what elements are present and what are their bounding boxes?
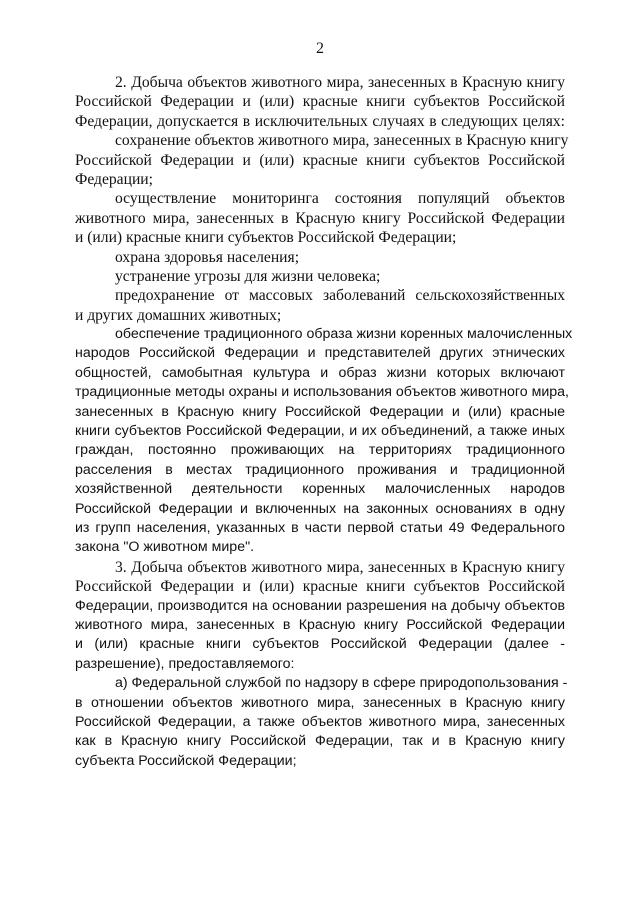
text-line: 3. Добыча объектов животного мира, занесенных в Красную книгу <box>115 558 565 576</box>
text-line: Федерации; <box>75 170 153 188</box>
text-line: разрешение), предоставляемого: <box>75 655 295 672</box>
text-line: из групп населения, указанных в части первой статьи 49 Федерального <box>75 519 565 536</box>
text-line: животного мира, занесенных в Красную книгу Российской Федерации <box>75 616 565 633</box>
text-line: Федерации, допускается в исключительных случаях в следующих целях: <box>75 112 565 130</box>
text-line: 2. Добыча объектов животного мира, занесенных в Красную книгу <box>115 74 565 91</box>
text-line: Российской Федерации, а также объектов животного мира, занесенных <box>75 713 565 730</box>
text-line: книги субъектов Российской Федерации, и их объединений, а также иных <box>75 423 565 440</box>
text-line: животного мира, занесенных в Красную книгу Российской Федерации <box>75 209 565 227</box>
text-line: народов Российской Федерации и представителей других этнических <box>75 345 565 362</box>
text-line: Российской Федерации и (или) красные книги субъектов Российской <box>75 578 565 596</box>
text-line: сохранение объектов животного мира, занесенных в Красную книгу <box>115 132 569 150</box>
text-line: обеспечение традиционного образа жизни коренных малочисленных <box>115 326 573 343</box>
text-line: устранение угрозы для жизни человека; <box>115 267 381 285</box>
text-line: предохранение от массовых заболеваний сельскохозяйственных <box>115 287 565 305</box>
text-line: и (или) красные книги субъектов Российской Федерации (далее - <box>75 636 565 653</box>
document-body <box>75 73 573 771</box>
text-line: как в Красную книгу Российской Федерации, так и в Красную книгу <box>75 733 565 750</box>
text-line: Российской Федерации и (или) красные книги субъектов Российской <box>75 93 565 111</box>
text-line: хозяйственной деятельности коренных малочисленных народов <box>75 481 565 498</box>
text-line: общностей, самобытная культура и образ жизни которых включают <box>75 364 565 381</box>
text-line: граждан, постоянно проживающих на территориях традиционного <box>75 442 565 459</box>
text-line: занесенных в Красную книгу Российской Федерации и (или) красные <box>75 403 565 420</box>
text-line: Федерации, производится на основании разрешения на добычу объектов <box>75 597 565 614</box>
text-line: в отношении объектов животного мира, занесенных в Красную книгу <box>75 694 565 711</box>
text-line: и других домашних животных; <box>75 306 282 324</box>
text-line: субъекта Российской Федерации; <box>75 752 297 769</box>
text-line: осуществление мониторинга состояния популяций объектов <box>115 190 565 208</box>
text-line: Российской Федерации и включенных на законных основаниях в одну <box>75 500 565 517</box>
text-line: закона "О животном мире". <box>75 539 255 556</box>
text-line: охрана здоровья населения; <box>115 248 300 266</box>
text-line: традиционные методы охраны и использования объектов животного мира, <box>75 384 569 401</box>
page-number: 2 <box>316 40 324 57</box>
text-line: расселения в местах традиционного проживания и традиционной <box>75 461 565 478</box>
text-line: Российской Федерации и (или) красные книги субъектов Российской <box>75 151 565 169</box>
text-line: и (или) красные книги субъектов Российской Федерации; <box>75 229 457 247</box>
text-line: а) Федеральной службой по надзору в сфере природопользования - <box>115 675 568 692</box>
